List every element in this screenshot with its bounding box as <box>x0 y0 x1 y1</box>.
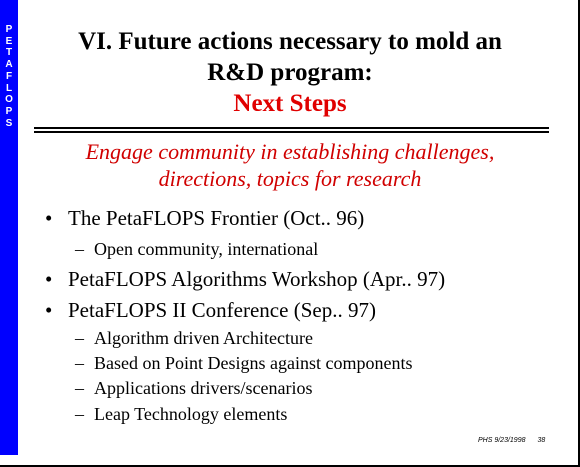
sub-bullet-marker: – <box>75 378 84 398</box>
subtitle-line-1: Engage community in establishing challenges, <box>85 139 495 164</box>
subtitle-line-2: directions, topics for research <box>158 166 422 191</box>
sidebar-letter: T <box>5 47 13 59</box>
title-line-3: Next Steps <box>233 90 347 117</box>
sub-bullet-text: Based on Point Designs against components <box>94 353 413 373</box>
sidebar-letter: A <box>5 59 13 71</box>
title-line-1: VI. Future actions necessary to mold an <box>78 28 502 55</box>
title-line-2: R&D program: <box>207 59 373 86</box>
bullet-text: PetaFLOPS Algorithms Workshop (Apr.. 97) <box>68 267 446 291</box>
sidebar <box>0 0 18 455</box>
sidebar-letter: P <box>5 24 13 35</box>
title-divider-top <box>34 127 549 129</box>
sidebar-letter: O <box>5 94 13 106</box>
sidebar-letter: P <box>5 105 13 117</box>
bullet-marker: • <box>45 267 53 291</box>
sidebar-letter: S <box>5 117 13 129</box>
sidebar-letter: E <box>5 35 13 47</box>
sidebar-letter: F <box>5 70 13 82</box>
sub-bullet-marker: – <box>75 239 84 259</box>
sub-bullet-text: Algorithm driven Architecture <box>94 328 313 348</box>
slide-title <box>40 26 540 119</box>
bullet-marker: • <box>45 298 53 322</box>
footer-page-number: 38 <box>537 437 546 444</box>
sub-bullet-marker: – <box>75 353 84 373</box>
slide-footer <box>478 437 545 444</box>
footer-author-date: PHS 9/23/1998 <box>478 437 526 444</box>
bullet-text: The PetaFLOPS Frontier (Oct.. 96) <box>68 206 365 230</box>
sidebar-vertical-text <box>0 24 18 129</box>
sub-bullet-marker: – <box>75 328 84 348</box>
sub-bullet-text: Open community, international <box>94 239 319 259</box>
title-divider-bottom <box>34 131 549 133</box>
sub-bullet-marker: – <box>75 404 84 424</box>
slide-subtitle <box>40 138 540 192</box>
bullet-text: PetaFLOPS II Conference (Sep.. 97) <box>68 298 376 322</box>
sub-bullet-text: Leap Technology elements <box>94 404 288 424</box>
sub-bullet-text: Applications drivers/scenarios <box>94 378 313 398</box>
sidebar-letter: L <box>5 82 13 94</box>
bullet-marker: • <box>45 206 53 230</box>
